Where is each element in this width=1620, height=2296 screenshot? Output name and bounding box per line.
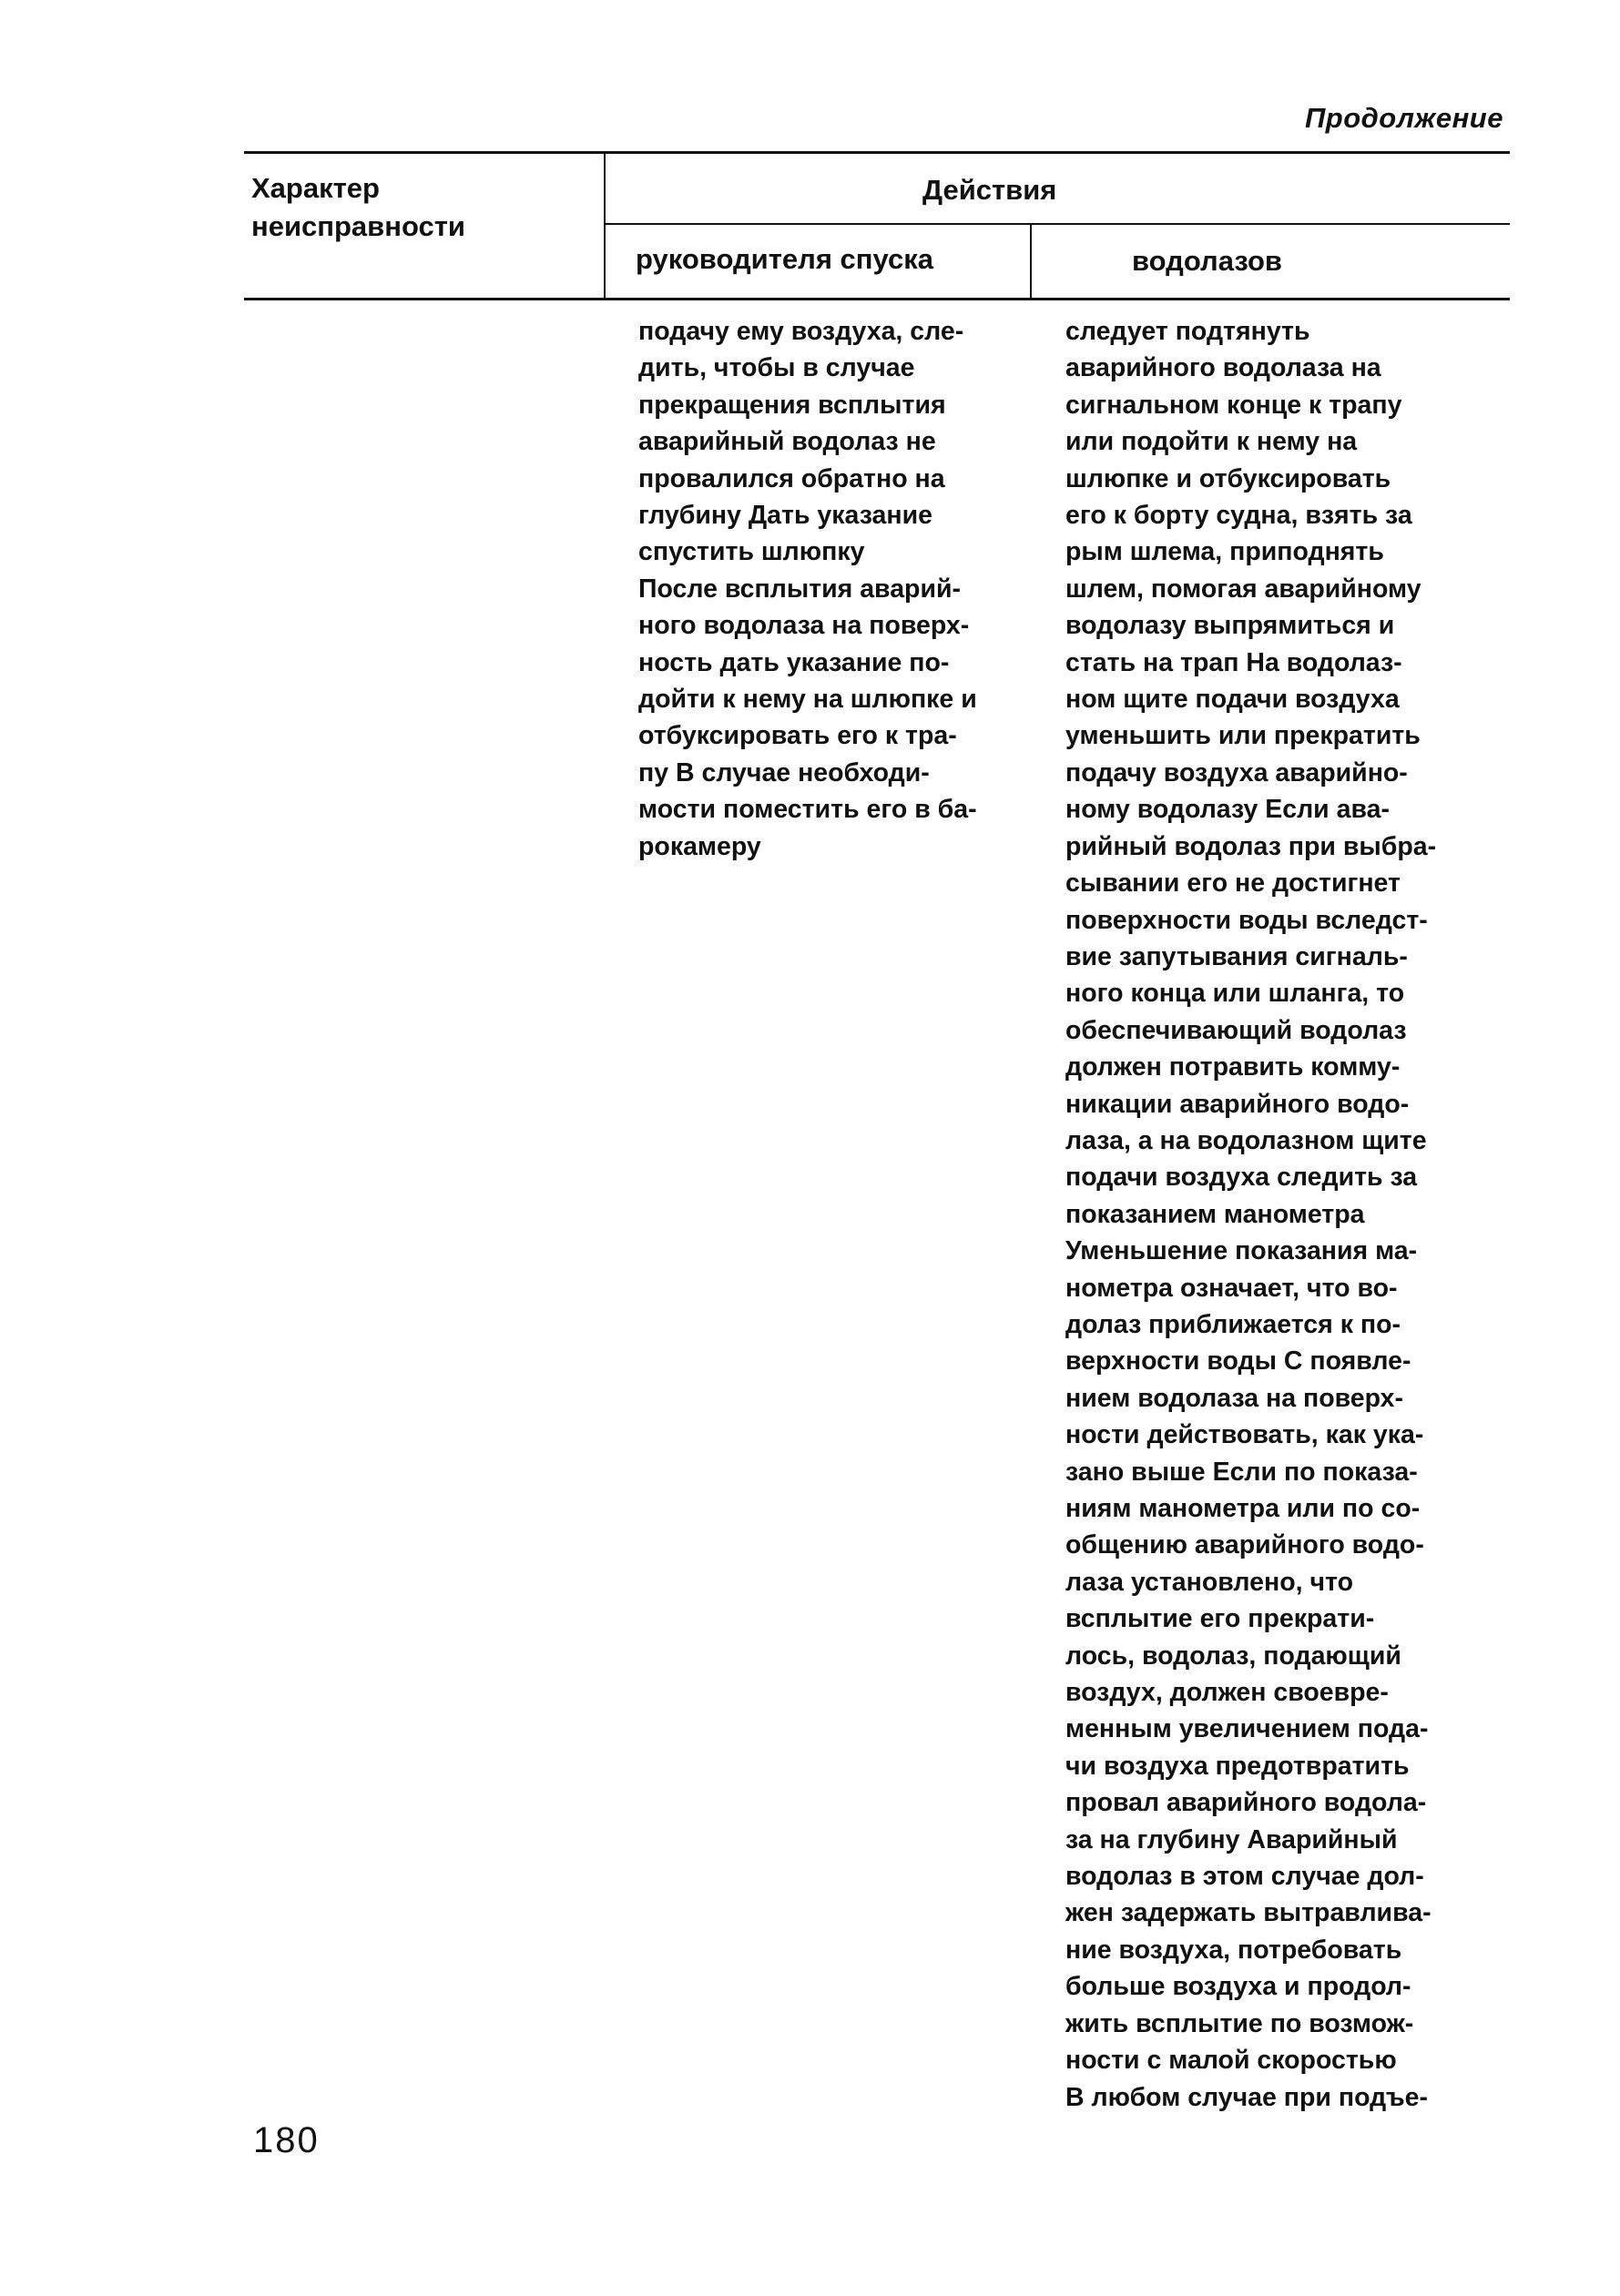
fault-header: [251, 169, 465, 246]
divers-text-line: или подойти к нему на: [1065, 427, 1358, 457]
divers-text-line: его к борту судна, взять за: [1065, 501, 1412, 531]
divers-actions-cell: [1065, 313, 1436, 2116]
divers-header: водолазов: [1132, 245, 1282, 277]
divers-text-line: подачу воздуха аварийно-: [1065, 757, 1408, 787]
divers-text-line: вие запутывания сигналь-: [1065, 941, 1408, 971]
divers-text-line: всплытие его прекрати-: [1065, 1604, 1375, 1634]
divers-text-line: за на глубину Аварийный: [1065, 1824, 1398, 1854]
table-top-rule: [244, 151, 1510, 154]
divers-text-line: ности действовать, как ука-: [1065, 1420, 1424, 1450]
header-bottom-rule: [244, 298, 1510, 300]
leader-text-line: дойти к нему на шлюпке и: [638, 685, 977, 715]
divers-text-line: следует подтянуть: [1065, 317, 1310, 346]
divers-text-line: лось, водолаз, подающий: [1065, 1641, 1401, 1671]
divers-text-line: ному водолазу Если ава-: [1065, 795, 1390, 825]
divers-text-line: ние воздуха, потребовать: [1065, 1935, 1402, 1965]
divers-text-line: ном щите подачи воздуха: [1065, 685, 1400, 715]
divers-text-line: воздух, должен своевре-: [1065, 1678, 1389, 1708]
leader-text-line: подачу ему воздуха, сле-: [638, 317, 964, 346]
divers-text-line: Уменьшение показания ма-: [1065, 1236, 1418, 1266]
page-number: 180: [253, 2120, 320, 2160]
leader-text-line: ность дать указание по-: [638, 647, 950, 677]
divers-text-line: нием водолаза на поверх-: [1065, 1383, 1404, 1413]
fault-header-line-1: Характер: [251, 172, 380, 204]
divers-text-line: поверхности воды вследст-: [1065, 905, 1428, 935]
leader-header: руководителя спуска: [636, 243, 933, 275]
divers-text-line: водолазу выпрямиться и: [1065, 611, 1395, 641]
divers-text-line: уменьшить или прекратить: [1065, 721, 1421, 751]
leader-actions-cell: [638, 313, 977, 865]
divers-text-line: жен задержать вытравлива-: [1065, 1898, 1432, 1928]
divers-text-line: обеспечивающий водолаз: [1065, 1015, 1407, 1045]
leader-text-line: После всплытия аварий-: [638, 574, 961, 604]
actions-header: Действия: [922, 174, 1057, 206]
divers-text-line: чи воздуха предотвратить: [1065, 1751, 1410, 1781]
divers-text-line: общению аварийного водо-: [1065, 1530, 1424, 1560]
divers-text-line: лаза установлено, что: [1065, 1567, 1354, 1597]
divers-text-line: больше воздуха и продол-: [1065, 1972, 1411, 2002]
divers-text-line: нометра означает, что во-: [1065, 1273, 1398, 1303]
leader-text-line: ного водолаза на поверх-: [638, 611, 970, 641]
divers-text-line: ниям манометра или по со-: [1065, 1494, 1421, 1523]
divers-text-line: стать на трап На водолаз-: [1065, 647, 1402, 677]
leader-text-line: глубину Дать указание: [638, 501, 932, 531]
divers-text-line: показанием манометра: [1065, 1199, 1365, 1229]
divers-text-line: сывании его не достигнет: [1065, 869, 1401, 899]
divers-text-line: лаза, а на водолазном щите: [1065, 1125, 1427, 1155]
leader-text-line: аварийный водолаз не: [638, 427, 936, 457]
divers-text-line: В любом случае при подъе-: [1065, 2082, 1428, 2112]
divers-text-line: жить всплытие по возмож-: [1065, 2008, 1414, 2038]
divers-text-line: аварийного водолаза на: [1065, 353, 1381, 383]
fault-header-line-2: неисправности: [251, 210, 465, 242]
subheader-rule: [604, 223, 1510, 225]
divers-text-line: рийный водолаз при выбра-: [1065, 831, 1437, 861]
column-divider-actions: [1030, 224, 1032, 300]
leader-text-line: рокамеру: [638, 831, 761, 861]
divers-text-line: никации аварийного водо-: [1065, 1089, 1410, 1119]
divers-text-line: верхности воды С появле-: [1065, 1346, 1411, 1377]
leader-text-line: провалился обратно на: [638, 463, 945, 493]
leader-text-line: прекращения всплытия: [638, 390, 946, 420]
continued-label: Продолжение: [1304, 102, 1503, 134]
divers-text-line: шлюпке и отбуксировать: [1065, 463, 1391, 493]
leader-text-line: спустить шлюпку: [638, 537, 865, 567]
divers-text-line: долаз приближается к по-: [1065, 1309, 1401, 1339]
divers-text-line: менным увеличением пода-: [1065, 1714, 1429, 1744]
divers-text-line: рым шлема, приподнять: [1065, 537, 1384, 567]
leader-text-line: дить, чтобы в случае: [638, 353, 915, 383]
leader-text-line: мости поместить его в ба-: [638, 795, 977, 825]
divers-text-line: сигнальном конце к трапу: [1065, 390, 1402, 420]
divers-text-line: шлем, помогая аварийному: [1065, 574, 1421, 604]
divers-text-line: ного конца или шланга, то: [1065, 979, 1405, 1009]
leader-text-line: отбуксировать его к тра-: [638, 721, 957, 751]
divers-text-line: водолаз в этом случае дол-: [1065, 1862, 1424, 1892]
column-divider-fault: [604, 151, 606, 300]
divers-text-line: зано выше Если по показа-: [1065, 1457, 1418, 1487]
leader-text-line: пу В случае необходи-: [638, 757, 930, 787]
divers-text-line: провал аварийного водола-: [1065, 1788, 1427, 1818]
divers-text-line: ности с малой скоростью: [1065, 2046, 1397, 2076]
divers-text-line: подачи воздуха следить за: [1065, 1163, 1418, 1193]
divers-text-line: должен потравить комму-: [1065, 1052, 1401, 1082]
